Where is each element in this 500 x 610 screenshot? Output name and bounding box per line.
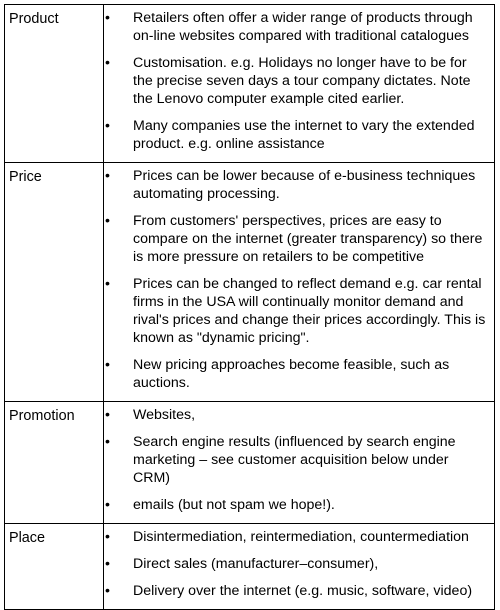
list-item-text: Disintermediation, reintermediation, countermediation (133, 529, 469, 545)
list-item (104, 212, 488, 266)
bullet-icon: • (105, 55, 110, 71)
marketing-mix-table-container (4, 4, 495, 610)
table-row-place (5, 524, 495, 610)
bullet-icon: • (105, 357, 110, 373)
bullet-icon: • (105, 10, 110, 26)
list-item (104, 167, 488, 203)
list-item (104, 555, 488, 573)
bullet-icon: • (105, 434, 110, 450)
list-item-text: New pricing approaches become feasible, such as auctions. (133, 357, 450, 391)
list-item-text: Retailers often offer a wider range of products through on-line websites compared with traditional catalogues (133, 10, 473, 44)
list-item-text: Delivery over the internet (e.g. music, software, video) (133, 583, 473, 599)
bullet-icon: • (105, 529, 110, 545)
bullet-icon: • (105, 213, 110, 229)
list-item-text: Websites, (133, 407, 196, 423)
table-row-price (5, 163, 495, 402)
row-label-price: Price (5, 163, 104, 402)
bullet-icon: • (105, 276, 110, 292)
row-items-product (104, 5, 495, 163)
list-item (104, 356, 488, 392)
list-item (104, 433, 488, 487)
bullet-icon: • (105, 168, 110, 184)
table-row-product (5, 5, 495, 163)
bullet-icon: • (105, 118, 110, 134)
row-items-promotion (104, 402, 495, 524)
row-label-product: Product (5, 5, 104, 163)
row-items-price (104, 163, 495, 402)
bullet-icon: • (105, 583, 110, 599)
list-item (104, 117, 488, 153)
bullet-icon: • (105, 407, 110, 423)
list-item-text: emails (but not spam we hope!). (133, 497, 335, 513)
table-row-promotion (5, 402, 495, 524)
list-item (104, 406, 488, 424)
marketing-mix-table (4, 4, 495, 610)
list-item (104, 496, 488, 514)
list-item-text: Prices can be lower because of e-business techniques automating processing. (133, 168, 476, 202)
list-item-text: Prices can be changed to reflect demand e.g. car rental firms in the USA will continually monitor demand and rival's prices and change their prices accordingly. This is known as "dynamic pricing". (133, 276, 486, 346)
list-item-text: Customisation. e.g. Holidays no longer have to be for the precise seven days a tour company dictates. Note the Lenovo computer example cited earlier. (133, 55, 471, 107)
list-item (104, 528, 488, 546)
list-item (104, 54, 488, 108)
bullet-icon: • (105, 497, 110, 513)
list-item (104, 9, 488, 45)
list-item-text: Direct sales (manufacturer–consumer), (133, 556, 379, 572)
row-label-promotion: Promotion (5, 402, 104, 524)
row-label-place: Place (5, 524, 104, 610)
list-item (104, 582, 488, 600)
list-item-text: From customers' perspectives, prices are easy to compare on the internet (greater transparency) so there is more pressure on retailers to be competitive (133, 213, 483, 265)
list-item-text: Search engine results (influenced by search engine marketing – see customer acquisition below under CRM) (133, 434, 456, 486)
list-item-text: Many companies use the internet to vary the extended product. e.g. online assistance (133, 118, 475, 152)
list-item (104, 275, 488, 347)
bullet-icon: • (105, 556, 110, 572)
row-items-place (104, 524, 495, 610)
